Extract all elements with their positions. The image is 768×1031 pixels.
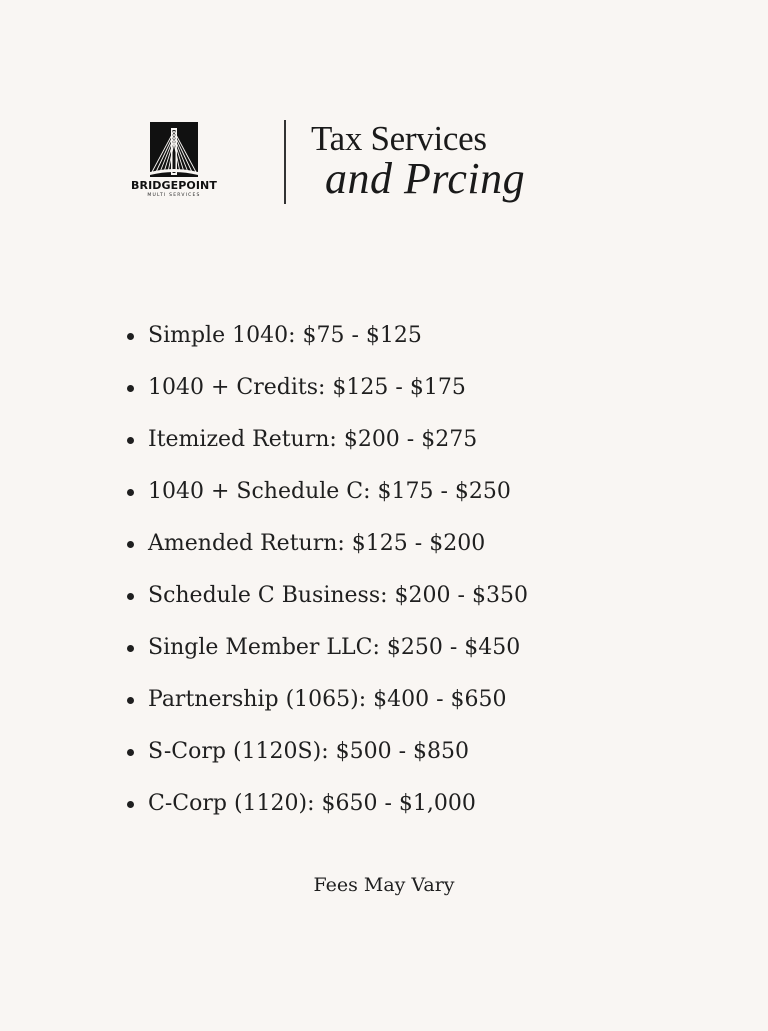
list-item [0,414,768,466]
list-item [0,362,768,414]
service-price: S-Corp (1120S): $500 - $850 [148,739,470,764]
brand-tagline: MULTI SERVICES [147,193,201,198]
service-price: Itemized Return: $200 - $275 [148,427,478,452]
service-price: Amended Return: $125 - $200 [148,531,486,556]
list-item [0,518,768,570]
list-item [0,310,768,362]
page-header [0,0,768,260]
brand-name: BRIDGEPOINT [131,179,217,192]
list-item [0,726,768,778]
list-item [0,570,768,622]
list-item [0,622,768,674]
page-title: Tax Services [311,119,487,158]
bullet-icon [127,697,134,704]
bullet-icon [127,645,134,652]
service-price: Schedule C Business: $200 - $350 [148,583,528,608]
bullet-icon [127,593,134,600]
bullet-icon [127,333,134,340]
bullet-icon [127,437,134,444]
service-price: Partnership (1065): $400 - $650 [148,687,507,712]
bullet-icon [127,489,134,496]
bullet-icon [127,801,134,808]
bullet-icon [127,749,134,756]
bullet-icon [127,385,134,392]
service-price: 1040 + Schedule C: $175 - $250 [148,479,511,504]
service-price: 1040 + Credits: $125 - $175 [148,375,466,400]
fees-note: Fees May Vary [313,874,455,896]
service-price: C-Corp (1120): $650 - $1,000 [148,791,476,816]
header-divider [284,120,286,204]
service-price: Single Member LLC: $250 - $450 [148,635,521,660]
bridge-icon [150,122,198,177]
service-price: Simple 1040: $75 - $125 [148,323,422,348]
bullet-icon [127,541,134,548]
list-item [0,466,768,518]
list-item [0,674,768,726]
brand-logo [128,122,220,204]
list-item [0,778,768,830]
price-list [0,310,768,830]
page-subtitle: and Prcing [325,154,526,203]
